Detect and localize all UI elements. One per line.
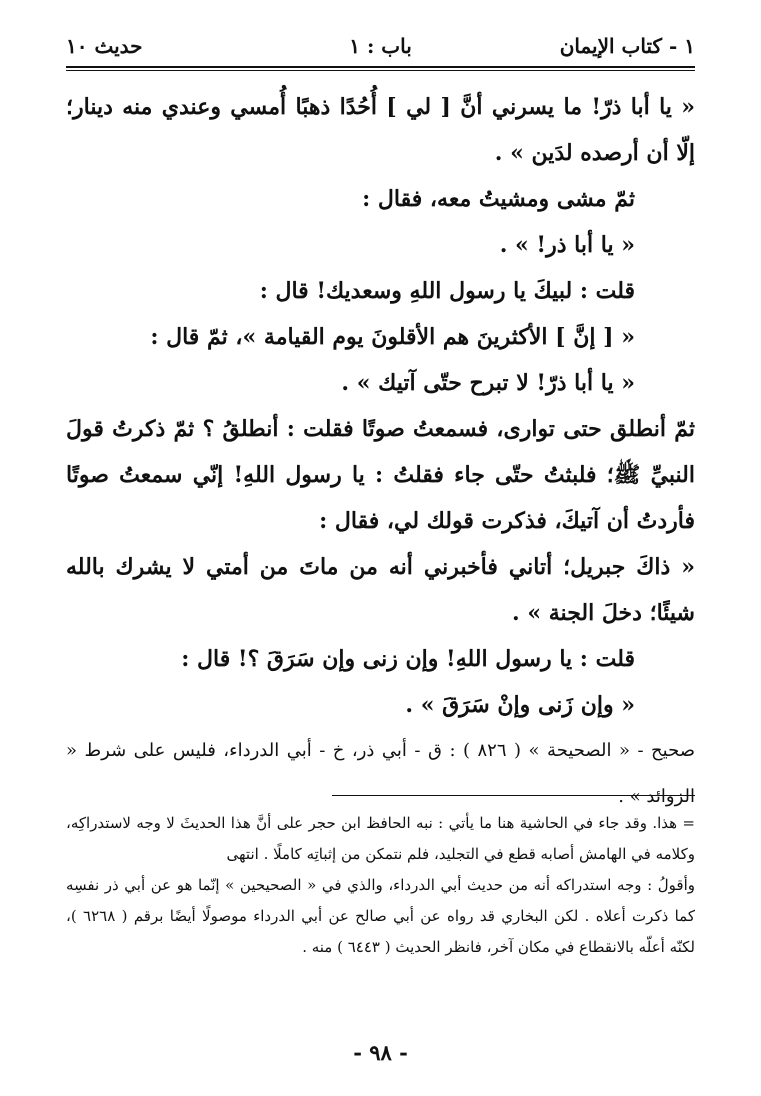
paragraph: « يا أبا ذرّ! لا تبرح حتّى آتيك » . [341,370,635,396]
paragraph: « ذاكَ جبريل؛ أتاني فأخبرني أنه من ماتَ من أمتي لا يشرك بالله شيئًا؛ دخلَ الجنة » . [66,554,695,626]
footnotes [66,808,695,963]
header-section: باب : ١ [349,34,412,58]
footnote-separator [332,795,695,796]
header-hadith-number: حديث ١٠ [66,34,143,58]
paragraph: « وإن زَنى وإنْ سَرَقَ » . [405,692,635,718]
running-header [66,30,695,62]
footnote: وأقولُ : وجه استدراكه أنه من حديث أبي الدرداء، والذي في « الصحيحين » إنّما هو عن أبي ذر نفسِه كما ذكرت أعلاه . لكن البخاري قد رواه عن أبي صالح عن أبي الدرداء موصولًا أيضًا برقم ( ٦٢٦٨ )، لكنّه أعلّه بالانقطاع في مكان آخر، فانظر الحديث ( ٦٤٤٣ ) منه . [66,876,695,956]
paragraph: قلت : يا رسول اللهِ! وإن زنى وإن سَرَقَ ؟! قال : [181,646,635,672]
header-chapter: ١ - كتاب الإيمان [559,34,695,58]
paragraph: « [ إنَّ ] الأكثرينَ هم الأقلونَ يوم القيامة »، ثمّ قال : [150,324,635,350]
hadith-text [66,84,695,820]
paragraph: ثمّ أنطلق حتى توارى، فسمعتُ صوتًا فقلت : أنطلقُ ؟ ثمّ ذكرتُ قولَ النبيِّ ﷺ؛ فلبثتُ حتّى جاء فقلتُ : يا رسول اللهِ! إنّي سمعتُ صوتًا فأردتُ أن آتيكَ، فذكرت قولك لي، فقال : [66,416,695,534]
footnote: = هذا. وقد جاء في الحاشية هنا ما يأتي : نبه الحافظ ابن حجر على أنَّ هذا الحديثَ لا وجه لاستدراكِه، وكلامه في الهامش أصابه قطع في التجليد، فلم نتمكن من إثباتِه كاملًا . انتهى [66,814,695,863]
paragraph: ثمّ مشى ومشيتُ معه، فقال : [362,186,635,212]
paragraph: « يا أبا ذرّ! ما يسرني أنَّ [ لي ] أُحُدًا ذهبًا أُمسي وعندي منه دينار؛ إلّا أن أرصده لدَين » . [66,94,695,166]
page-number: - ٩٨ - [353,1040,408,1065]
paragraph: قلت : لبيكَ يا رسول اللهِ وسعديك! قال : [259,278,635,304]
grading-note: صحيح - « الصحيحة » ( ٨٢٦ ) : ق - أبي ذر، خ - أبي الدرداء، فليس على شرط « الزوائد » . [66,740,695,807]
paragraph: « يا أبا ذر! » . [499,232,635,258]
header-rule-thick [66,66,695,68]
header-rule-thin [66,70,695,71]
